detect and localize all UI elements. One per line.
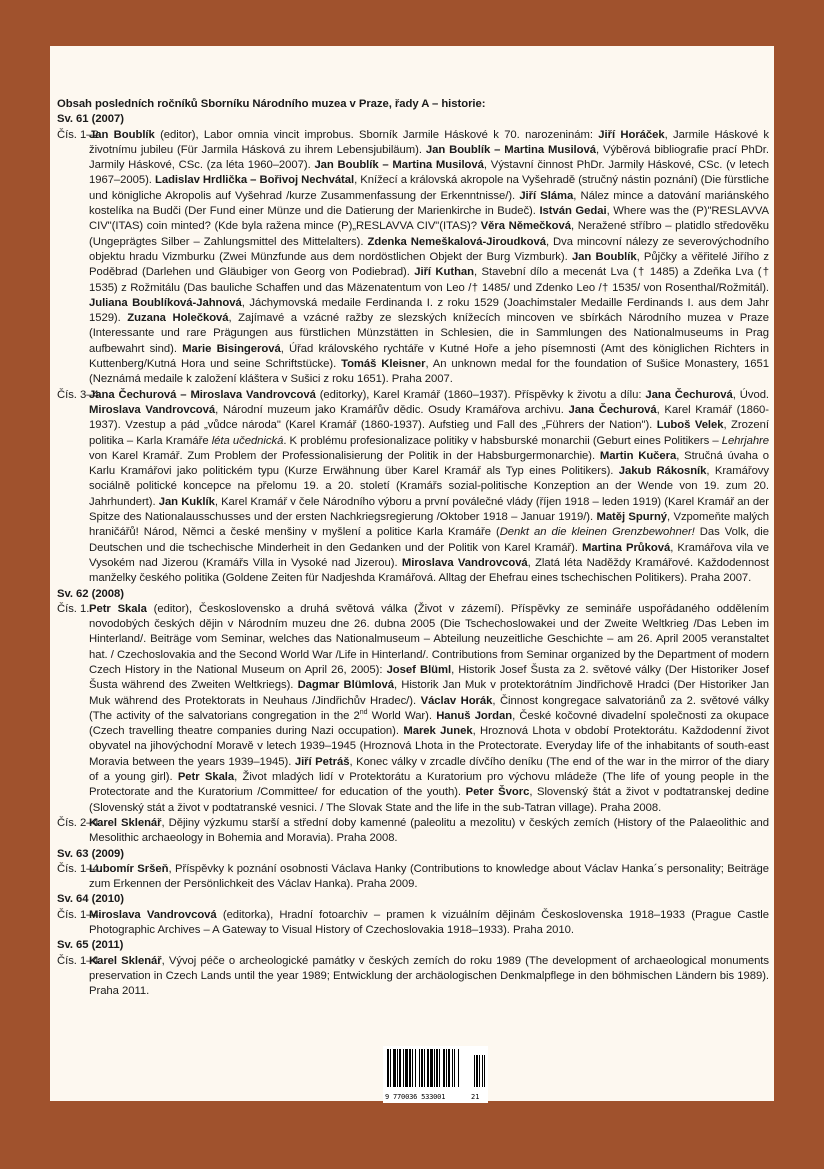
barcode-bar [452, 1049, 453, 1087]
author-name: Karel Sklenář [89, 954, 162, 967]
barcode-bar [446, 1049, 447, 1087]
entry-text: , Historik Josef Šusta za 2. světové války (Der Historiker Josef Šusta während des Zweiten Weltkriegs). [89, 663, 769, 692]
document-content [57, 97, 769, 1000]
author-name: Jana Čechurová – Miroslava Vandrovcová [89, 388, 316, 401]
issue-number: Čís. 1–4. [57, 954, 102, 967]
issue-contents [89, 955, 769, 998]
author-name: Jiří Petráš [294, 755, 350, 768]
barcode-bar [434, 1049, 435, 1087]
author-name: Martin Kučera [599, 449, 677, 462]
barcode [383, 1046, 488, 1103]
document-heading: Obsah posledních ročníků Sborníku Národního muzea v Praze, řady A – historie: [57, 98, 486, 110]
volume-heading: Sv. 61 (2007) [57, 113, 124, 126]
barcode-addon-bar [474, 1055, 475, 1087]
author-name: Jan Boublík [571, 250, 637, 263]
entry-text: , Where was the (P)"RESLAVVA CIV"(ITAS) coin minted? (Kde byla ražena mince (P)„RESLAVVA CIV"(ITAS)? [89, 205, 769, 233]
issue-entry [57, 388, 769, 587]
issue-contents [89, 129, 769, 386]
barcode-bar [390, 1049, 391, 1087]
author-name: Matěj Spurný [596, 511, 668, 524]
entry-text: (editorky), Karel Kramář (1860–1937). Příspěvky k životu a dílu: [315, 388, 646, 401]
issue-entry [57, 128, 769, 388]
author-name: Zuzana Holečková [127, 312, 229, 325]
entry-text: , Zajímavé a vzácné ražby ze slezských knížecích mincoven ve sbírkách Národního muzea v Praze (Interessante und rare Prägungen aus fürstlichen Münzstätten in Schlesien, die in Sammlungen des Nationalmuseums in Prag aufbewahrt sind). [89, 312, 769, 355]
barcode-bar [415, 1049, 416, 1087]
italic-text: léta učednická [211, 434, 284, 447]
barcode-addon-bar [476, 1055, 478, 1087]
author-name: Josef Blüml [386, 663, 452, 676]
author-name: Juliana Boublíková-Jahnová [89, 296, 242, 309]
author-name: Karel Sklenář [89, 816, 162, 829]
volume-heading: Sv. 62 (2008) [57, 587, 124, 600]
author-name: Jan Kuklík [158, 495, 215, 508]
barcode-addon-bar [484, 1055, 485, 1087]
entry-text: , Vzpomeňte malých hraničářů! Národ, Němci a české menšiny v myšlení a politice Karla Kramáře ( [89, 511, 769, 539]
entry-text: , Zlatá léta Naděždy Kramářové. Každodennost manželky českého politika (Goldene Zeiten für Nadjeshda Kramářová. Alltag der Ehefrau eines tschechischen Politikers). Praha 2007. [89, 556, 769, 585]
issue-entry [57, 954, 769, 1000]
entry-text: , Konec války v zrcadle dívčího deníku (The end of the war in the mirror of the diary of a young girl). [89, 755, 769, 784]
author-name: Jiří Sláma [519, 189, 574, 202]
author-name: Tomáš Kleisner [341, 358, 426, 371]
author-name: Jana Čechurová [645, 388, 733, 401]
issue-entry [57, 862, 769, 893]
barcode-bar [454, 1049, 455, 1087]
author-name: Václav Horák [420, 694, 493, 707]
author-name: Jana Čechurová [568, 403, 657, 416]
entry-text: (editor), Československo a druhá světová válka (Život v zázemí). Příspěvky ze semináře uspořádaného oddělením novodobých českých dějin v Národním muzeu dne 26. dubna 2005 (Die Tschechoslowakei und der Zweite Weltkrieg /Das Leben im Hinterland/. Beiträge vom Seminar, welches das Nationalmuseum – Abteilung neuzeitliche Geschichte – am 26. April 2005 veranstaltet hat. / Czechoslovakia and the Second World War /Life in Hinterland/. Contributions from Seminar organized by the Department of modern Czech History in the National Museum on April 26, 2005): [89, 602, 769, 676]
barcode-bar [448, 1049, 450, 1087]
issue-entry [57, 908, 769, 939]
entry-text: , Karel Kramář (1860-1937). Vzestup a pád „vůdce národa" (Karel Kramář (1860-1937). Aufstieg und Fall des „Führers der Nation"). [89, 403, 769, 432]
barcode-bar [387, 1049, 389, 1087]
issue-number: Čís. 1–4. [57, 862, 102, 875]
author-name: Marie Bisingerová [182, 342, 281, 355]
author-name: István Gedai [539, 205, 607, 218]
barcode-bar [412, 1049, 413, 1087]
entry-text: , Slovenský štát a život v podtatranskej dedine (Slovenský stát a život v podtatranské vesnici. / The Slovak State and the life in the sub-Tatran village). Praha 2008. [89, 786, 770, 814]
author-name: Jiří Horáček [598, 128, 665, 141]
barcode-bars [383, 1046, 488, 1092]
entry-text: , Dějiny výzkumu starší a střední doby kamenné (paleolitu a mezolitu) v českých zemích (History of the Palaeolithic and Mesolithic archaeology in Bohemia and Moravia). Praha 2008. [89, 816, 769, 845]
entry-text: , Stavební dílo a mecenát Lva († 1485) a Zdeňka Lva († 1535) z Rožmitálu (Das bauliche Schaffen und das Mäzenatentum von Leo /† 1485/ und Zdenko Leo /† 1535/ von Rosenthal/Rožmitál). [89, 266, 770, 294]
superscript-text: nd [359, 709, 368, 717]
entry-text: World War). [367, 709, 437, 722]
issue-number: Čís. 1. [57, 602, 90, 615]
entry-text: , Úřad královského rychtáře v Kutné Hoře a jeho písemnosti (Amt des königlichen Richters in Kuttenberg/Kutná Hora und seine Schriftstücke). [89, 342, 769, 371]
author-name: Peter Švorc [465, 786, 530, 799]
entry-text: von Karel Kramář. Zum Problem der Professionalisierung der Politik in der Habsburgermonarchie). [89, 449, 600, 462]
volume-heading: Sv. 63 (2009) [57, 847, 124, 860]
entry-text: , České kočovné divadelní společnosti za okupace (Czech travelling theatre companies during Nazi occupation). [89, 709, 769, 738]
entry-text: , Vývoj péče o archeologické památky v českých zemích do roku 1989 (The development of archaeological monuments preservation in Czech Lands until the year 1989; Entwicklung der archäologischen Denkmalpflege in den böhmischen Ländern bis 1989). Praha 2011. [89, 954, 769, 998]
italic-text: Lehrjahre [721, 434, 769, 447]
issue-contents [89, 863, 769, 890]
entry-text: , Knížecí a královská akropole na Vyšehradě (stručný nástin poznání) (Die fürstliche und königliche Akropolis auf Vyšehrad /kurze Zusammenfassung der Erkenntnisse/). [89, 174, 769, 202]
barcode-bar [399, 1049, 401, 1087]
entry-text: , Výběrová bibliografie prací PhDr. Jarmily Háskové, CSc. (za léta 1960–2007). [89, 143, 769, 172]
barcode-bar [458, 1049, 459, 1087]
author-name: Dagmar Blümlová [297, 679, 394, 692]
issue-entry [57, 816, 769, 847]
author-name: Martina Průková [582, 541, 671, 554]
author-name: Jan Boublík [89, 128, 155, 141]
barcode-bar [443, 1049, 445, 1087]
bottom-band [0, 1134, 824, 1169]
entry-text: . K problému profesionalizace politiky v habsburské monarchii (Geburt eines Politikers – [283, 434, 722, 447]
author-name: Miroslava Vandrovcová [89, 908, 217, 921]
author-name: Jiří Kuthan [414, 266, 475, 279]
barcode-bar [393, 1049, 396, 1087]
entry-text: , Činnost kongregace salvatoriánů za 2. světové války (The activity of the salvatorians congregation in the 2 [89, 694, 769, 722]
entry-text: , Kramářova vila ve Vysokém nad Jizerou (Kramářs Villa in Vysoké nad Jizerou). [89, 541, 769, 569]
entry-text: , Historik Jan Muk v protektorátním Jindřichově Hradci (Der Historiker Jan Muk während des Protektorats in Neuhaus /Jindřichův Hradec/). [89, 679, 769, 707]
entry-text: , Karel Kramář v čele Národního výboru a první poválečné vlády (říjen 1918 – leden 1919) (Karel Kramář an der Spitze des Nationalausschusses und der ersten Nachkriegsregierung /Oktober 1918 – Januar 1919/). [89, 495, 769, 524]
author-name: Marek Junek [403, 725, 473, 738]
entry-text: , Dva mincovní nálezy ze severovýchodního objektu hradu Vizmburku (Zwei Münzfunde aus dem nordöstlichen Objekt der Burg Vizmburk). [89, 235, 769, 263]
entry-text: , Stručná úvaha o Karlu Kramářovi jako politickém typu (Kurze Erwähnung über Karel Kramář als Typ eines Politikers). [89, 449, 769, 478]
author-name: Jan Boublík – Martina Musilová [314, 159, 484, 172]
barcode-bar [421, 1049, 423, 1087]
entry-text: , Jarmile Háskové k životnímu jubileu (Für Jarmila Hásková zu ihrem Lebensjubiläum). [89, 128, 769, 156]
entry-text: , Výstavní činnost PhDr. Jarmily Háskové, CSc. (v letech 1967–2005). [89, 159, 769, 187]
volume-heading: Sv. 65 (2011) [57, 939, 124, 952]
author-name: Jan Boublík – Martina Musilová [425, 143, 596, 156]
barcode-bar [405, 1049, 408, 1087]
author-name: Miroslava Vandrovcová [401, 556, 528, 569]
entry-text: , Zrození politika – Karla Kramáře [89, 419, 769, 447]
barcode-bar [424, 1049, 425, 1087]
author-name: Zdenka Nemeškalová-Jiroudková [367, 235, 546, 248]
barcode-addon-bar [479, 1055, 480, 1087]
barcode-bar [439, 1049, 440, 1087]
author-name: Luboš Velek [656, 419, 724, 432]
author-name: Hanuš Jordan [436, 709, 513, 722]
issue-contents [89, 817, 769, 844]
issue-number: Čís. 2–4. [57, 816, 102, 829]
issue-number: Čís. 3–4. [57, 388, 102, 401]
entry-text: (editor), Labor omnia vincit improbus. Sborník Jarmile Háskové k 70. narozeninám: [154, 128, 599, 141]
issue-entry [57, 602, 769, 816]
entry-text: , An unknown medal for the foundation of Sušice Monastery, 1651 (Neznámá medaile k založení kláštera v Sušici z roku 1651). Praha 2007. [89, 358, 770, 386]
issue-number: Čís. 1–2. [57, 128, 102, 141]
author-name: Ladislav Hrdlička – Bořivoj Nechvátal [155, 174, 355, 187]
entry-text: , Nález mince a datování mariánského kostelíka na Budči (Der Fund einer Münze und die Datierung der Marienkirche in Budeč). [89, 189, 769, 218]
author-name: Lubomír Sršeň [89, 862, 169, 875]
issue-contents [89, 909, 769, 936]
issue-number: Čís. 1–4. [57, 908, 102, 921]
italic-text: Denkt an die kleinen Grenzbewohner! [499, 526, 695, 539]
issue-contents [89, 389, 769, 585]
barcode-bar [409, 1049, 411, 1087]
entry-text: , Hroznová Lhota v období Protektorátu. Každodenní život obyvatel na jihovýchodní Moravě v letech 1939–1945 (Hroznová Lhota in the Protectorate. Everyday life of the inhabitants of south-east Moravia between the years 1939–1945). [89, 725, 769, 768]
issue-contents [89, 603, 769, 814]
author-name: Věra Němečková [480, 220, 571, 233]
barcode-bar [397, 1049, 398, 1087]
entry-text: , Neražené stříbro – platidlo středověku (Ungeprägtes Silber – Zahlungsmittel des Mittelalters). [89, 220, 769, 248]
entry-text: , Úvod. [732, 388, 770, 401]
entry-text: (editorka), Hradní fotoarchiv – pramen k vizuálním dějinám Československa 1918–1933 (Prague Castle Photographic Archives – A Gateway to Visual History of Czechoslovakia 1918–1933). Praha 2010. [89, 908, 769, 937]
barcode-bar [419, 1049, 420, 1087]
entry-text: , Příspěvky k poznání osobnosti Václava Hanky (Contributions to knowledge about Václav Hanka´s personality; Beiträge zum Erkennen der Persönlichkeit des Václav Hanka). Praha 2009. [89, 862, 769, 891]
entry-text: , Jáchymovská medaile Ferdinanda I. z roku 1529 (Joachimstaler Medaille Ferdinands I. aus dem Jahr 1529). [89, 296, 770, 325]
entry-text: , Kramářovy sociálně politické koncepce na přelomu 19. a 20. století (Kramářs sozial-politische Konzeption an der Wende von 19. zum 20. Jahrhundert). [89, 465, 770, 508]
volume-list [57, 112, 769, 999]
barcode-bar [430, 1049, 433, 1087]
author-name: Jakub Rákosník [618, 465, 707, 478]
author-name: Miroslava Vandrovcová [89, 403, 216, 416]
barcode-addon-bar [482, 1055, 483, 1087]
barcode-bar [427, 1049, 429, 1087]
entry-text: Das Volk, die Deutschen und die tschechische Minderheit in den Gedanken und der Politik von Karel Kramář). [89, 526, 769, 554]
author-name: Petr Skala [89, 602, 147, 615]
author-name: Petr Skala [177, 771, 235, 784]
barcode-number: 9 770036 533001 [385, 1093, 446, 1101]
entry-text: , Půjčky a věřitelé Jiřího z Poděbrad (Darlehen und Gläubiger von Georg von Podiebrad). [89, 250, 769, 279]
entry-text: , Život mladých lidí v Protektorátu a Kuratorium pro výchovu mládeže (The life of young people in the Protectorate and the Kuratorium /Committee/ for education of the youth). [89, 771, 769, 799]
barcode-bar [436, 1049, 438, 1087]
entry-text: , Národní muzeum jako Kramářův dědic. Osudy Kramářova archivu. [215, 403, 569, 416]
volume-heading: Sv. 64 (2010) [57, 893, 124, 906]
barcode-bar [403, 1049, 404, 1087]
barcode-addon: 21 [471, 1093, 480, 1101]
